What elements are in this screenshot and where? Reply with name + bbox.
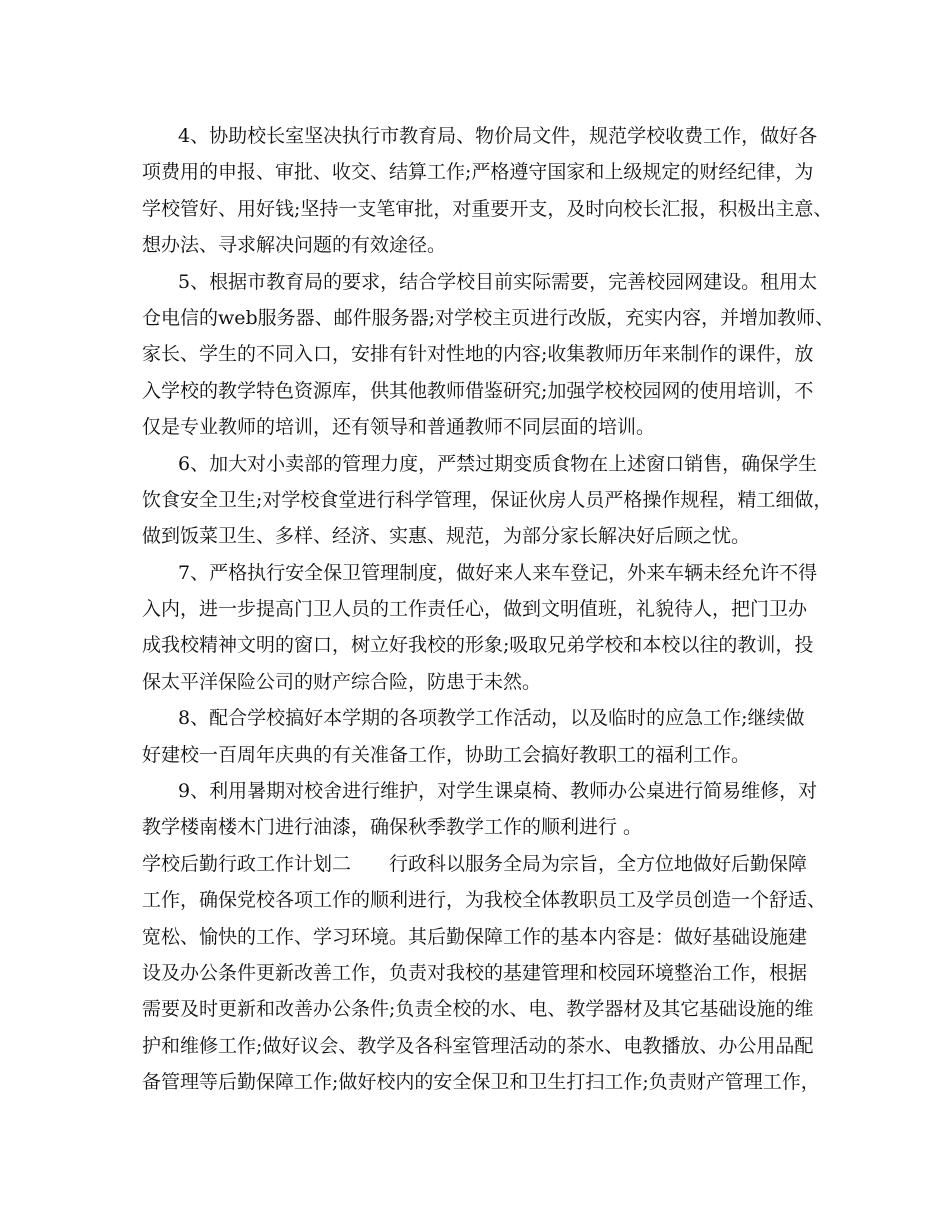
- text-line: 学校管好、用好钱;坚持一支笔审批，对重要开支，及时向校长汇报，积极出主意、: [142, 197, 833, 220]
- text-line: 入学校的教学特色资源库，供其他教师借鉴研究;加强学校校园网的使用培训，不: [142, 379, 814, 402]
- text-line: 4、协助校长室坚决执行市教育局、物价局文件，规范学校收费工作，做好各: [178, 125, 818, 147]
- text-line: 护和维修工作;做好议会、教学及各科室管理活动的茶水、电教播放、办公用品配: [142, 1034, 814, 1057]
- text-line: 好建校一百周年庆典的有关准备工作，协助工会搞好教职工的福利工作。: [142, 743, 751, 766]
- text-line: 项费用的申报、审批、收交、结算工作;严格遵守国家和上级规定的财经纪律，为: [142, 161, 814, 184]
- text-line: 入内，进一步提高门卫人员的工作责任心，做到文明值班，礼貌待人，把门卫办: [142, 598, 808, 621]
- text-line: 教学楼南楼木门进行油漆，确保秋季教学工作的顺利进行 。: [142, 816, 643, 839]
- text-line: 做到饭菜卫生、多样、经济、实惠、规范，为部分家长解决好后顾之忧。: [142, 525, 751, 548]
- text-line: 饮食安全卫生;对学校食堂进行科学管理，保证伙房人员严格操作规程，精工细做，: [142, 488, 833, 511]
- text-line: 成我校精神文明的窗口，树立好我校的形象;吸取兄弟学校和本校以往的教训，投: [142, 634, 814, 657]
- document-body: [142, 118, 835, 1101]
- text-line: 仅是专业教师的培训，还有领导和普通教师不同层面的培训。: [142, 416, 656, 439]
- text-line: 宽松、愉快的工作、学习环境。其后勤保障工作的基本内容是：做好基础设施建: [142, 925, 808, 948]
- text-line: 5、根据市教育局的要求，结合学校目前实际需要，完善校园网建设。租用太: [178, 270, 818, 293]
- text-line: 7、严格执行安全保卫管理制度，做好来人来车登记，外来车辆未经允许不得: [178, 561, 818, 584]
- text-line: 设及办公条件更新改善工作，负责对我校的基建管理和校园环境整治工作，根据: [142, 961, 808, 984]
- text-line: 学校后勤行政工作计划二 行政科以服务全局为宗旨，全方位地做好后勤保障: [142, 852, 808, 875]
- text-line: 家长、学生的不同入口，安排有针对性地的内容;收集教师历年来制作的课件，放: [142, 343, 814, 366]
- text-line: 需要及时更新和改善办公条件;负责全校的水、电、教学器材及其它基础设施的维: [142, 998, 814, 1021]
- text-line: 6、加大对小卖部的管理力度，严禁过期变质食物在上述窗口销售，确保学生: [178, 452, 818, 475]
- text-line: 9、利用暑期对校舍进行维护，对学生课桌椅、教师办公桌进行简易维修，对: [178, 780, 818, 803]
- text-line: 想办法、寻求解决问题的有效途径。: [142, 234, 447, 257]
- text-line: 工作，确保党校各项工作的顺利进行，为我校全体教职员工及学员创造一个舒适、: [142, 889, 827, 912]
- text-line: 8、配合学校搞好本学期的各项教学工作活动，以及临时的应急工作;继续做: [178, 707, 805, 730]
- text-line: 备管理等后勤保障工作;做好校内的安全保卫和卫生打扫工作;负责财产管理工作，: [142, 1071, 820, 1094]
- text-line: 保太平洋保险公司的财产综合险，防患于未然。: [142, 670, 542, 693]
- text-line: 仓电信的web服务器、邮件服务器;对学校主页进行改版，充实内容，并增加教师、: [142, 306, 835, 329]
